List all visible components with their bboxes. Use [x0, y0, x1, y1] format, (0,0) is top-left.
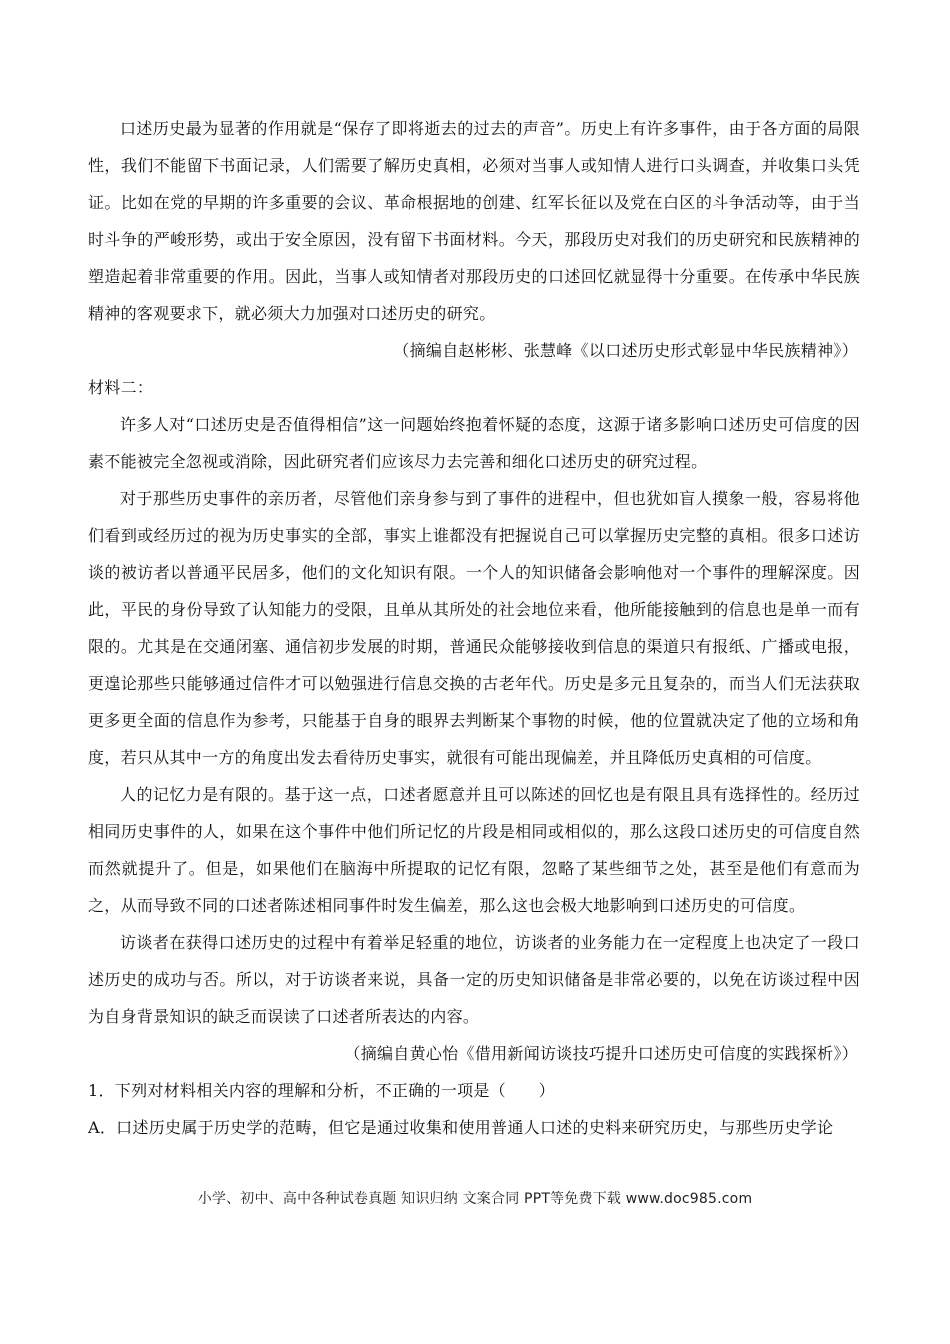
material-one-paragraph: 口述历史最为显著的作用就是“保存了即将逝去的过去的声音”。历史上有许多事件，由于各方面的局限性，我们不能留下书面记录，人们需要了解历史真相，必须对当事人或知情人进行口头调查，并收集口头凭证。比如在党的早期的许多重要的会议、革命根据地的创建、红军长征以及党在白区的斗争活动等，由于当时斗争的严峻形势，或出于安全原因，没有留下书面材料。今天，那段历史对我们的历史研究和民族精神的塑造起着非常重要的作用。因此，当事人或知情者对那段历史的口述回忆就显得十分重要。在传承中华民族精神的客观要求下，就必须大力加强对口述历史的研究。 — [88, 119, 860, 323]
material-two-paragraph-3: 人的记忆力是有限的。基于这一点，口述者愿意并且可以陈述的回忆也是有限且具有选择性的。经历过相同历史事件的人，如果在这个事件中他们所记忆的片段是相同或相似的，那么这段口述历史的可信度自然而然就提升了。但是，如果他们在脑海中所提取的记忆有限，忽略了某些细节之处，甚至是他们有意而为之，从而导致不同的口述者陈述相同事件时发生偏差，那么这也会极大地影响到口述历史的可信度。 — [88, 785, 860, 915]
material-two-source: （摘编自黄心怡《借用新闻访谈技巧提升口述历史可信度的实践探析》） — [344, 1044, 858, 1063]
page-footer: 小学、初中、高中各种试卷真题 知识归纳 文案合同 PPT等免费下载 www.doc985.com — [197, 1191, 753, 1207]
material-one-source: （摘编自赵彬彬、张慧峰《以口述历史形式彰显中华民族精神》） — [393, 341, 858, 360]
material-two-heading: 材料二： — [88, 378, 154, 397]
document-body — [88, 110, 860, 1146]
material-two-paragraph-4: 访谈者在获得口述历史的过程中有着举足轻重的地位，访谈者的业务能力在一定程度上也决定了一段口述历史的成功与否。所以，对于访谈者来说，具备一定的历史知识储备是非常必要的，以免在访谈过程中因为自身背景知识的缺乏而误读了口述者所表达的内容。 — [88, 933, 860, 1026]
question-stem: 1．下列对材料相关内容的理解和分析，不正确的一项是（ ） — [88, 1081, 555, 1100]
material-two-paragraph-2: 对于那些历史事件的亲历者，尽管他们亲身参与到了事件的进程中，但也犹如盲人摸象一般，容易将他们看到或经历过的视为历史事实的全部，事实上谁都没有把握说自己可以掌握历史完整的真相。很多口述访谈的被访者以普通平民居多，他们的文化知识有限。一个人的知识储备会影响他对一个事件的理解深度。因此，平民的身份导致了认知能力的受限，且单从其所处的社会地位来看，他所能接触到的信息也是单一而有限的。尤其是在交通闭塞、通信初步发展的时期，普通民众能够接收到信息的渠道只有报纸、广播或电报，更遑论那些只能够通过信件才可以勉强进行信息交换的古老年代。历史是多元且复杂的，而当人们无法获取更多更全面的信息作为参考，只能基于自身的眼界去判断某个事物的时候，他的位置就决定了他的立场和角度，若只从其中一方的角度出发去看待历史事实，就很有可能出现偏差，并且降低历史真相的可信度。 — [88, 489, 860, 767]
question-option-a: A．口述历史属于历史学的范畴，但它是通过收集和使用普通人口述的史料来研究历史，与那些历史学论 — [88, 1118, 834, 1137]
material-two-paragraph-1: 许多人对“口述历史是否值得相信”这一问题始终抱着怀疑的态度，这源于诸多影响口述历史可信度的因素不能被完全忽视或消除，因此研究者们应该尽力去完善和细化口述历史的研究过程。 — [88, 415, 860, 471]
